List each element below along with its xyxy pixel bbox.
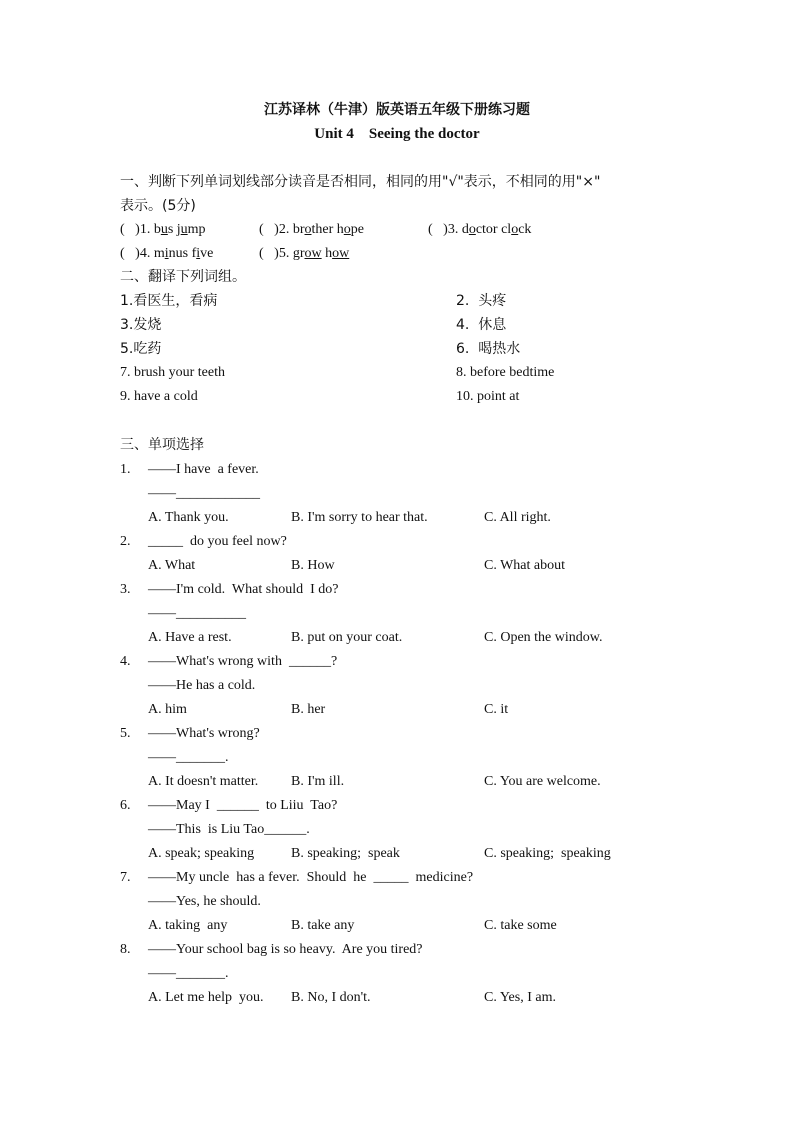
options-row <box>120 914 720 938</box>
question-number: 1. <box>120 462 131 477</box>
option-a: A. What <box>148 558 196 573</box>
option-b: B. speaking; speak <box>291 846 400 861</box>
question-number: 3. <box>120 582 131 597</box>
translation-item: 8. before bedtime <box>456 365 555 380</box>
word: grow <box>292 246 322 261</box>
word: five <box>191 246 214 261</box>
word: doctor <box>461 222 498 237</box>
worksheet-title: 江苏译林（牛津）版英语五年级下册练习题 <box>264 102 530 118</box>
underlined-letters: ow <box>332 246 350 261</box>
option-c: C. All right. <box>484 510 551 525</box>
translation-item: 9. have a cold <box>120 389 198 404</box>
option-a: A. speak; speaking <box>148 846 255 861</box>
option-c: C. Yes, I am. <box>484 990 556 1005</box>
question-number: 8. <box>120 942 131 957</box>
underlined-letters: i <box>164 246 169 261</box>
translation-item: 6. 喝热水 <box>456 341 521 357</box>
question-response: ——Yes, he should. <box>148 894 261 909</box>
question-response: ——This is Liu Tao______. <box>148 822 310 837</box>
question-number: 6. <box>120 798 131 813</box>
translation-item: 5.吃药 <box>120 341 162 357</box>
question-prompt: _____ do you feel now? <box>148 534 287 549</box>
option-a: A. Have a rest. <box>148 630 232 645</box>
translation-item: 10. point at <box>456 389 520 404</box>
question-line <box>120 530 720 554</box>
question-line <box>120 818 720 842</box>
question-response: ——__________ <box>148 606 246 621</box>
option-b: B. take any <box>291 918 355 933</box>
question-line <box>120 674 720 698</box>
question-line <box>120 890 720 914</box>
question-line <box>120 578 720 602</box>
answer-blank-number: ( )2. <box>259 222 293 237</box>
phonics-item <box>259 242 349 266</box>
option-a: A. Thank you. <box>148 510 229 525</box>
phonics-item <box>120 218 206 242</box>
option-a: A. him <box>148 702 187 717</box>
option-a: A. taking any <box>148 918 228 933</box>
question-line <box>120 794 720 818</box>
question-prompt: ——Your school bag is so heavy. Are you tired? <box>148 942 423 957</box>
question-line <box>120 938 720 962</box>
word: minus <box>153 246 189 261</box>
word: brother <box>292 222 334 237</box>
question-line <box>120 458 720 482</box>
options-row <box>120 626 720 650</box>
question-number: 2. <box>120 534 131 549</box>
question-response: ——_______. <box>148 750 229 765</box>
question-prompt: ——May I ______ to Liiu Tao? <box>148 798 338 813</box>
option-b: B. put on your coat. <box>291 630 403 645</box>
translation-item: 3.发烧 <box>120 317 162 333</box>
question-line <box>120 650 720 674</box>
option-b: B. I'm ill. <box>291 774 345 789</box>
underlined-letters: i <box>196 246 201 261</box>
question-prompt: ——I'm cold. What should I do? <box>148 582 339 597</box>
option-b: B. her <box>291 702 326 717</box>
question-response: ——_______. <box>148 966 229 981</box>
question-line <box>120 602 720 626</box>
word: hope <box>336 222 364 237</box>
options-row <box>120 698 720 722</box>
answer-blank-number: ( )1. <box>120 222 154 237</box>
option-c: C. You are welcome. <box>484 774 601 789</box>
option-b: B. How <box>291 558 335 573</box>
answer-blank-number: ( )5. <box>259 246 293 261</box>
option-a: A. Let me help you. <box>148 990 264 1005</box>
option-c: C. it <box>484 702 509 717</box>
option-b: B. No, I don't. <box>291 990 371 1005</box>
section1-heading: 一、判断下列单词划线部分读音是否相同，相同的用"√"表示，不相同的用"×" <box>120 174 601 190</box>
translation-item: 4. 休息 <box>456 317 507 333</box>
question-number: 4. <box>120 654 131 669</box>
options-row <box>120 770 720 794</box>
underlined-letters: o <box>468 222 476 237</box>
question-line <box>120 746 720 770</box>
word: bus <box>153 222 174 237</box>
underlined-letters: o <box>304 222 312 237</box>
option-c: C. speaking; speaking <box>484 846 611 861</box>
option-b: B. I'm sorry to hear that. <box>291 510 428 525</box>
answer-blank-number: ( )3. <box>428 222 462 237</box>
underlined-letters: o <box>343 222 351 237</box>
unit-subtitle: Unit 4 Seeing the doctor <box>314 126 480 142</box>
question-line <box>120 482 720 506</box>
question-line <box>120 962 720 986</box>
section3-heading: 三、单项选择 <box>120 437 204 453</box>
options-row <box>120 986 720 1010</box>
phonics-item <box>259 218 364 242</box>
translation-item: 1.看医生，看病 <box>120 293 218 309</box>
question-prompt: ——What's wrong with ______? <box>148 654 338 669</box>
question-number: 7. <box>120 870 131 885</box>
word: how <box>325 246 350 261</box>
question-response: ——He has a cold. <box>148 678 256 693</box>
option-c: C. take some <box>484 918 557 933</box>
question-number: 5. <box>120 726 131 741</box>
options-row <box>120 506 720 530</box>
question-line <box>120 722 720 746</box>
question-prompt: ——I have a fever. <box>148 462 259 477</box>
options-row <box>120 554 720 578</box>
phonics-item <box>120 242 213 266</box>
section2-heading: 二、翻译下列词组。 <box>120 269 246 285</box>
translation-item: 2. 头疼 <box>456 293 507 309</box>
word: jump <box>176 222 206 237</box>
answer-blank-number: ( )4. <box>120 246 154 261</box>
question-response: ——____________ <box>148 486 260 501</box>
option-c: C. What about <box>484 558 566 573</box>
underlined-letters: ow <box>304 246 322 261</box>
word: clock <box>501 222 532 237</box>
options-row <box>120 842 720 866</box>
option-a: A. It doesn't matter. <box>148 774 259 789</box>
question-line <box>120 866 720 890</box>
question-prompt: ——My uncle has a fever. Should he _____ medicine? <box>148 870 474 885</box>
underlined-letters: o <box>511 222 519 237</box>
section1-heading-cont: 表示。(5分) <box>120 198 196 214</box>
section3-questions <box>120 458 720 1010</box>
question-prompt: ——What's wrong? <box>148 726 260 741</box>
translation-item: 7. brush your teeth <box>120 365 225 380</box>
option-c: C. Open the window. <box>484 630 603 645</box>
underlined-letters: u <box>160 222 168 237</box>
underlined-letters: u <box>180 222 188 237</box>
phonics-item <box>428 218 531 242</box>
